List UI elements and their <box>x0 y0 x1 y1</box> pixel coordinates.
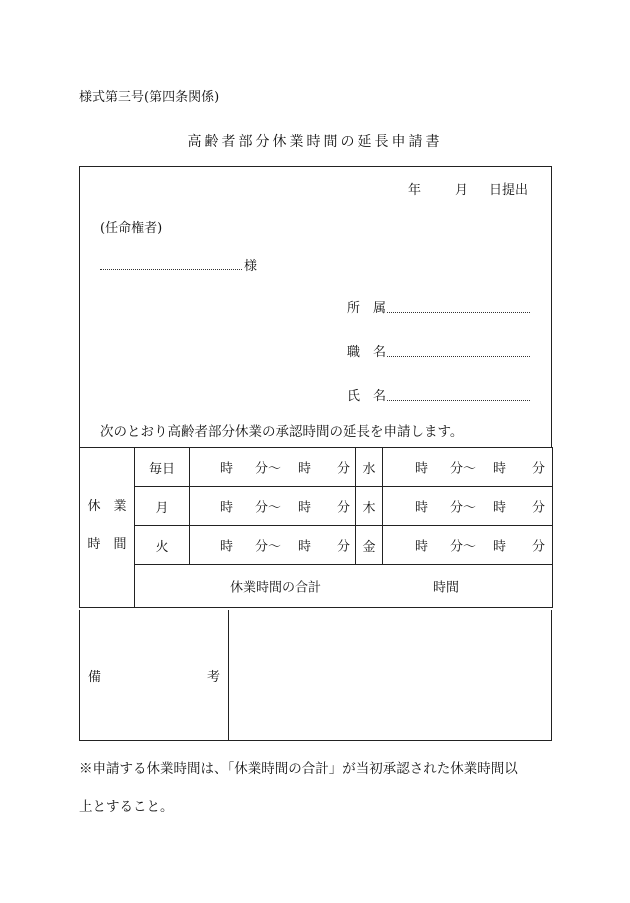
date-year-label: 年 <box>408 183 422 198</box>
hour-unit: 時 <box>415 461 429 477</box>
hour-unit: 時 <box>415 539 429 555</box>
day-label-tuesday: 火 <box>135 526 190 565</box>
total-hours-unit: 時間 <box>433 580 460 596</box>
remarks-label-kou: 考 <box>207 670 221 685</box>
time-range-friday[interactable] <box>383 526 553 565</box>
hour-unit: 時 <box>220 500 234 516</box>
name-label: 氏 名 <box>347 389 387 404</box>
remarks-box <box>79 610 552 741</box>
addressee-field[interactable] <box>100 269 242 270</box>
minute-unit: 分 <box>532 461 546 477</box>
table-row <box>80 565 553 608</box>
hour-unit: 時 <box>493 539 507 555</box>
hour-unit: 時 <box>298 500 312 516</box>
minute-to-unit: 分〜 <box>450 539 477 555</box>
position-label: 職 名 <box>347 345 387 360</box>
name-field[interactable] <box>387 400 530 401</box>
day-label-friday: 金 <box>356 526 383 565</box>
day-label-monday: 月 <box>135 487 190 526</box>
category-line1: 休 業 <box>87 499 127 514</box>
day-label-daily: 毎日 <box>135 448 190 487</box>
application-statement: 次のとおり高齢者部分休業の承認時間の延長を申請します。 <box>100 424 464 440</box>
hour-unit: 時 <box>493 500 507 516</box>
time-range-monday[interactable] <box>190 487 356 526</box>
leave-hours-category-cell <box>80 448 135 608</box>
form-number-label: 様式第三号(第四条関係) <box>79 90 220 105</box>
sama-label: 様 <box>244 259 258 274</box>
table-row <box>80 526 553 565</box>
footnote-line1: ※申請する休業時間は、「休業時間の合計」が当初承認された休業時間以 <box>79 761 518 777</box>
time-range-tuesday[interactable] <box>190 526 356 565</box>
total-hours-label: 休業時間の合計 <box>230 580 322 596</box>
minute-to-unit: 分〜 <box>255 500 282 516</box>
category-line2: 時 間 <box>87 537 127 552</box>
day-label-thursday: 木 <box>356 487 383 526</box>
hour-unit: 時 <box>415 500 429 516</box>
minute-unit: 分 <box>337 500 351 516</box>
time-range-daily[interactable] <box>190 448 356 487</box>
appointing-authority-label: (任命権者) <box>100 221 163 236</box>
date-month-label: 月 <box>455 183 469 198</box>
affiliation-field[interactable] <box>387 312 530 313</box>
minute-to-unit: 分〜 <box>255 539 282 555</box>
minute-unit: 分 <box>532 500 546 516</box>
total-hours-cell[interactable] <box>135 565 553 608</box>
date-day-submitted-label: 日提出 <box>489 183 529 198</box>
table-row <box>80 487 553 526</box>
hour-unit: 時 <box>220 461 234 477</box>
hour-unit: 時 <box>220 539 234 555</box>
minute-to-unit: 分〜 <box>450 500 477 516</box>
footnote-line2: 上とすること。 <box>79 799 174 815</box>
position-field[interactable] <box>387 356 530 357</box>
day-label-wednesday: 水 <box>356 448 383 487</box>
remarks-label-bi: 備 <box>88 670 102 685</box>
time-range-thursday[interactable] <box>383 487 553 526</box>
application-header-box <box>79 166 552 448</box>
minute-to-unit: 分〜 <box>450 461 477 477</box>
minute-to-unit: 分〜 <box>255 461 282 477</box>
document-title: 高齢者部分休業時間の延長申請書 <box>187 134 443 150</box>
minute-unit: 分 <box>337 539 351 555</box>
hour-unit: 時 <box>298 461 312 477</box>
minute-unit: 分 <box>532 539 546 555</box>
hour-unit: 時 <box>298 539 312 555</box>
time-range-wednesday[interactable] <box>383 448 553 487</box>
table-row <box>80 448 553 487</box>
leave-hours-table <box>79 447 553 608</box>
hour-unit: 時 <box>493 461 507 477</box>
affiliation-label: 所 属 <box>347 301 387 316</box>
minute-unit: 分 <box>337 461 351 477</box>
remarks-field[interactable] <box>229 610 551 739</box>
